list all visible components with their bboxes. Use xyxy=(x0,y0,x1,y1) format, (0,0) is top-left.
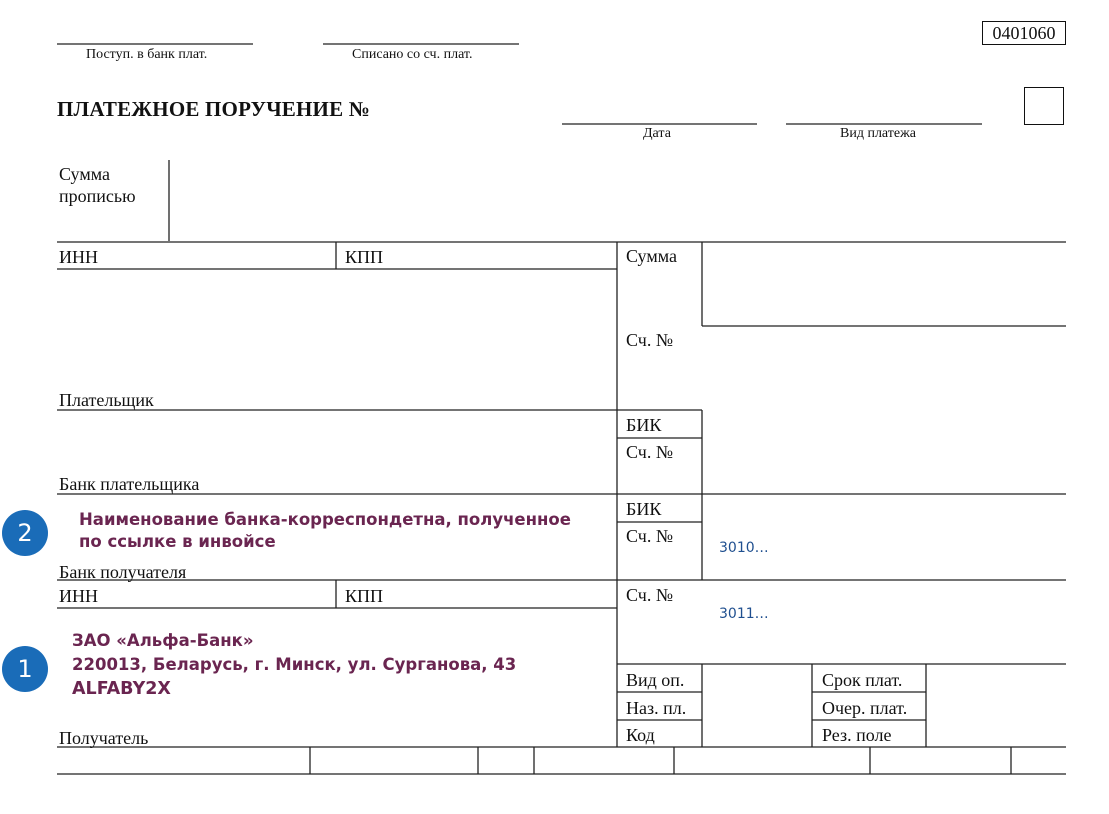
payment-type-label: Вид платежа xyxy=(840,126,917,141)
form-code: 0401060 xyxy=(982,21,1066,45)
date-label: Дата xyxy=(643,126,671,141)
payer-account-label: Сч. № xyxy=(626,330,673,350)
code-label: Код xyxy=(626,725,655,745)
payment-order-label: Очер. плат. xyxy=(822,698,908,718)
payer-bank-label: Банк плательщика xyxy=(59,474,200,494)
recipient-bank-account-label: Сч. № xyxy=(626,526,673,546)
recipient-address-note: 220013, Беларусь, г. Минск, ул. Сурганова, 43 xyxy=(72,655,517,674)
amount-label: Сумма xyxy=(626,246,677,266)
payer-kpp-label: КПП xyxy=(345,247,384,267)
correspondent-bank-note-line2: по ссылке в инвойсе xyxy=(79,532,276,551)
recipient-kpp-label: КПП xyxy=(345,586,384,606)
amount-in-words-label-2: прописью xyxy=(59,186,136,206)
recipient-bank-bik-label: БИК xyxy=(626,499,662,519)
payer-bank-account-label: Сч. № xyxy=(626,442,673,462)
recipient-account-value: 3011… xyxy=(719,606,769,622)
recipient-swift-note: ALFABY2X xyxy=(72,679,171,699)
recipient-label: Получатель xyxy=(59,728,149,748)
page-title: ПЛАТЕЖНОЕ ПОРУЧЕНИЕ № xyxy=(57,97,371,121)
correspondent-account-value: 3010… xyxy=(719,540,769,556)
received-in-bank-label: Поступ. в банк плат. xyxy=(86,47,208,62)
recipient-bank-label: Банк получателя xyxy=(59,562,187,582)
payment-purpose-label: Наз. пл. xyxy=(626,698,687,718)
recipient-name-note: ЗАО «Альфа-Банк» xyxy=(72,631,254,650)
payer-inn-label: ИНН xyxy=(59,247,98,267)
recipient-inn-label: ИНН xyxy=(59,586,98,606)
step-badge-1: 1 xyxy=(2,646,48,692)
correspondent-bank-note-line1: Наименование банка-корреспондетна, полученное xyxy=(79,510,571,529)
reserve-field-label: Рез. поле xyxy=(822,725,892,745)
operation-type-label: Вид оп. xyxy=(626,670,685,690)
debited-from-account-label: Списано со сч. плат. xyxy=(352,47,473,62)
status-checkbox[interactable] xyxy=(1024,87,1064,125)
recipient-account-label: Сч. № xyxy=(626,585,673,605)
payer-bank-bik-label: БИК xyxy=(626,415,662,435)
payment-term-label: Срок плат. xyxy=(822,670,903,690)
payer-label: Плательщик xyxy=(59,390,154,410)
step-badge-2: 2 xyxy=(2,510,48,556)
amount-in-words-label: Сумма xyxy=(59,164,110,184)
